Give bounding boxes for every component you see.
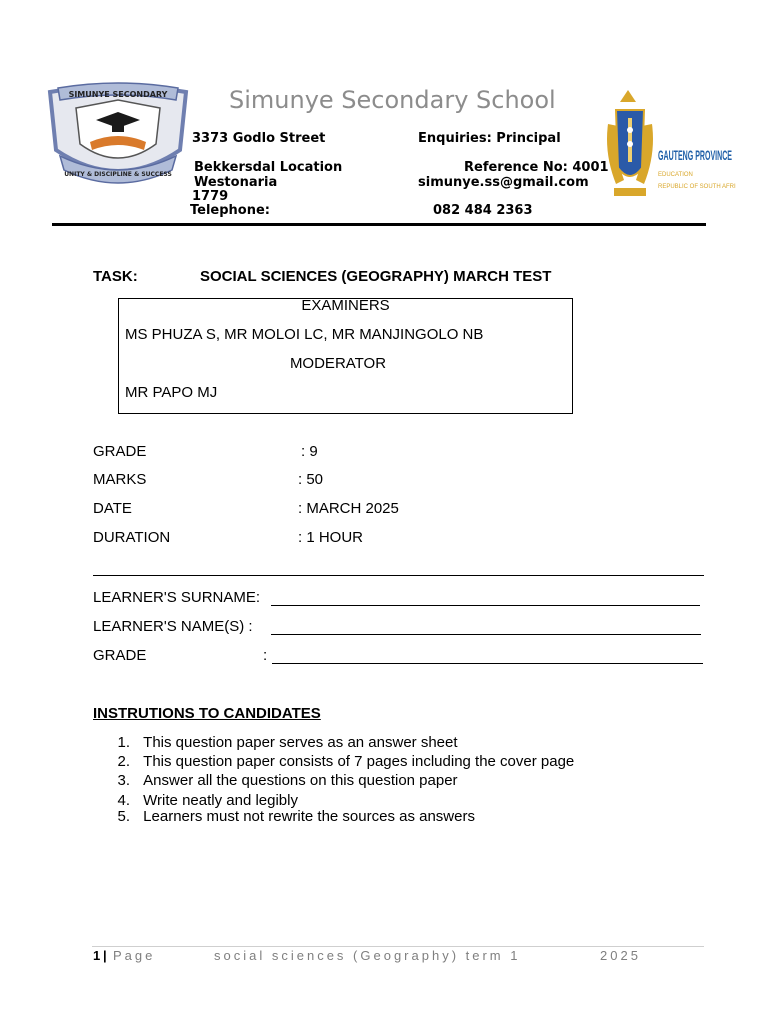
task-label: TASK:: [93, 268, 138, 285]
surname-label: LEARNER'S SURNAME:: [93, 589, 261, 606]
instructions-heading: INSTRUTIONS TO CANDIDATES: [93, 705, 321, 722]
examiners-names: MS PHUZA S, MR MOLOI LC, MR MANJINGOLO NB: [125, 326, 484, 343]
date-value: : MARCH 2025: [298, 500, 399, 517]
footer-divider: [92, 946, 704, 947]
reference-number: Reference No: 4001: [464, 160, 609, 175]
instruction-text: This question paper serves as an answer sheet: [143, 734, 458, 751]
province-logo-education: EDUCATION: [658, 172, 693, 178]
crest-top-text: SIMUNYE SECONDARY: [68, 90, 168, 99]
province-logo-title: GAUTENG PROVINCE: [658, 147, 732, 163]
page-separator: |: [103, 948, 107, 963]
learner-grade-label: GRADE: [93, 647, 147, 664]
address-street: 3373 Godlo Street: [192, 131, 326, 146]
address-location: Bekkersdal Location: [194, 160, 343, 175]
grade-label: GRADE: [93, 443, 147, 460]
telephone-label: Telephone:: [190, 203, 270, 218]
school-name: Simunye Secondary School: [229, 86, 556, 114]
footer-year: 2025: [600, 948, 641, 963]
instruction-item: [110, 792, 298, 809]
date-label: DATE: [93, 500, 132, 517]
moderator-name: MR PAPO MJ: [125, 384, 218, 401]
gauteng-province-logo: [602, 84, 736, 206]
header-divider: [52, 223, 706, 226]
instruction-number: 3.: [117, 772, 130, 789]
province-logo-republic: REPUBLIC OF SOUTH AFRICA: [658, 184, 736, 190]
instruction-text: Answer all the questions on this question paper: [143, 772, 458, 789]
school-crest-logo: [40, 80, 196, 190]
grade-value: : 9: [301, 443, 318, 460]
duration-value: : 1 HOUR: [298, 529, 364, 546]
instruction-item: [110, 753, 574, 770]
instruction-item: [110, 808, 475, 825]
page-word: Page: [113, 948, 156, 963]
name-field[interactable]: [271, 634, 701, 635]
crest-bottom-text: UNITY & DISCIPLINE & SUCCESS: [64, 171, 172, 178]
instruction-number: 1.: [117, 734, 130, 751]
address-code: 1779: [192, 189, 229, 204]
page-number: 1: [93, 948, 101, 963]
instruction-number: 5.: [117, 808, 130, 825]
learner-grade-field[interactable]: [272, 663, 703, 664]
examiners-heading: EXAMINERS: [301, 297, 390, 314]
marks-label: MARKS: [93, 471, 147, 488]
instruction-text: This question paper consists of 7 pages including the cover page: [143, 753, 575, 770]
instruction-text: Write neatly and legibly: [143, 792, 298, 809]
duration-label: DURATION: [93, 529, 171, 546]
school-phone: 082 484 2363: [433, 203, 533, 218]
instruction-text: Learners must not rewrite the sources as answers: [143, 808, 475, 825]
name-label: LEARNER'S NAME(S) :: [93, 618, 253, 635]
address-town: Westonaria: [194, 175, 278, 190]
instruction-number: 2.: [117, 753, 130, 770]
instruction-number: 4.: [117, 792, 130, 809]
task-title: SOCIAL SCIENCES (GEOGRAPHY) MARCH TEST: [200, 268, 552, 285]
learner-grade-colon: :: [263, 647, 268, 664]
instruction-item: [110, 734, 458, 751]
enquiries: Enquiries: Principal: [418, 131, 561, 146]
footer-subject: social sciences (Geography) term 1: [214, 948, 521, 963]
marks-value: : 50: [298, 471, 324, 488]
section-divider: [93, 575, 704, 576]
moderator-heading: MODERATOR: [289, 355, 387, 372]
surname-field[interactable]: [271, 605, 700, 606]
instruction-item: [110, 772, 458, 789]
school-email: simunye.ss@gmail.com: [418, 175, 589, 190]
